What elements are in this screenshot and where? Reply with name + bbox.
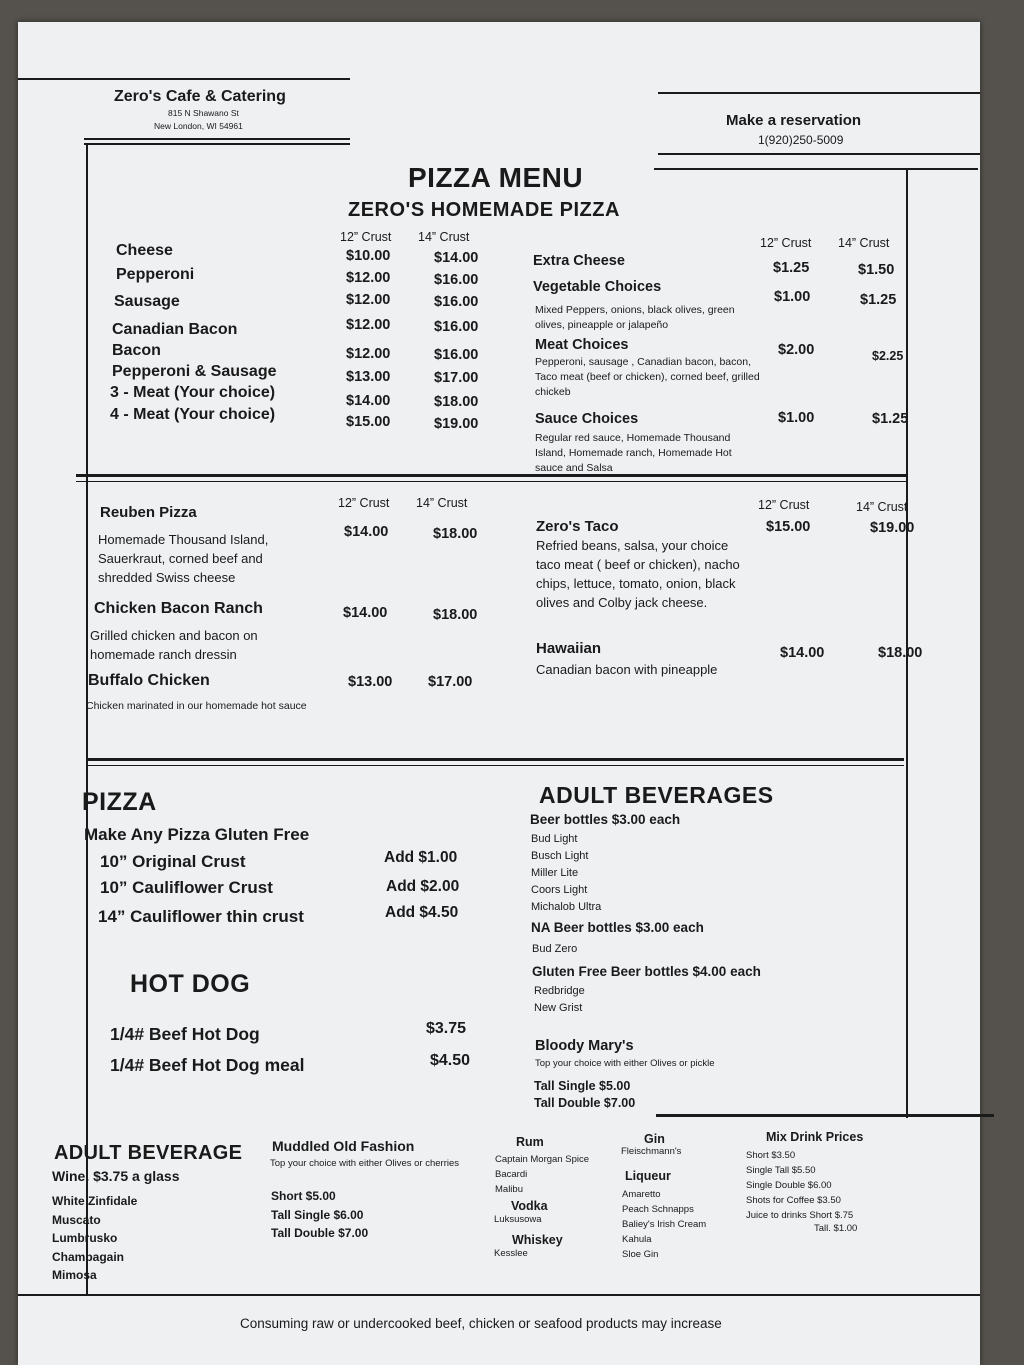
pizza-item-price-14: $16.00 xyxy=(434,319,479,335)
gluten-option-price: Add $1.00 xyxy=(384,849,458,866)
pizza-item-price-12: $15.00 xyxy=(346,414,391,430)
specialty-desc: Grilled chicken and bacon on homemade ranch dressin xyxy=(90,628,258,662)
hot-dog-price: $4.50 xyxy=(430,1052,471,1069)
header-rule-mid-right xyxy=(658,153,980,155)
gluten-free-header: Make Any Pizza Gluten Free xyxy=(84,825,310,844)
mix-drink-list xyxy=(746,1148,853,1223)
hot-dog-price: $3.75 xyxy=(426,1020,467,1037)
menu-page xyxy=(18,22,980,1365)
pizza-item-price-12: $14.00 xyxy=(346,393,391,409)
rum-item: Malibu xyxy=(495,1184,523,1195)
pizza-item-price-14: $16.00 xyxy=(434,347,479,363)
mix-drink-price: Shots for Coffee $3.50 xyxy=(746,1195,841,1206)
old-fashion-prices xyxy=(271,1187,368,1243)
gf-beer-list xyxy=(534,983,585,1017)
mix-drink-price: Juice to drinks Short $.75 xyxy=(746,1210,854,1221)
pizza-item-name: 3 - Meat (Your choice) xyxy=(110,384,276,401)
pizza-item-price-14: $14.00 xyxy=(434,250,479,266)
mix-drink-price: Single Double $6.00 xyxy=(746,1180,832,1191)
specialty-price-14: $17.00 xyxy=(428,674,473,690)
pizza-item-price-14: $16.00 xyxy=(434,294,479,310)
specialty-desc: Chicken marinated in our homemade hot sauce xyxy=(86,700,307,712)
pizza-item-name: Bacon xyxy=(112,342,161,359)
gf-beer-item: Redbridge xyxy=(534,985,585,997)
wine-header: Wine. $3.75 a glass xyxy=(52,1168,180,1184)
left-border xyxy=(86,144,88,1294)
pizza-item-name: 4 - Meat (Your choice) xyxy=(110,406,276,423)
specialty-crust-14-header: 14” Crust xyxy=(416,496,468,510)
gf-beer-header: Gluten Free Beer bottles $4.00 each xyxy=(532,964,761,979)
specialty-name: Reuben Pizza xyxy=(100,504,197,521)
bloody-mary-title: Bloody Mary's xyxy=(535,1038,634,1054)
extra-name: Meat Choices xyxy=(535,337,629,353)
pizza-item-price-14: $19.00 xyxy=(434,416,479,432)
specialty-price-12: $15.00 xyxy=(766,519,811,535)
header-rule-mid-left-2 xyxy=(84,143,350,145)
na-beer-header: NA Beer bottles $3.00 each xyxy=(531,920,704,935)
pizza-item-name: Pepperoni xyxy=(116,266,195,283)
pizza-item-name: Canadian Bacon xyxy=(112,321,238,338)
phone-number[interactable]: 1(920)250-5009 xyxy=(758,133,844,147)
specialty-desc: Homemade Thousand Island, Sauerkraut, corned beef and shredded Swiss cheese xyxy=(98,532,269,585)
rum-item: Captain Morgan Spice xyxy=(495,1154,589,1165)
specialty-name: Chicken Bacon Ranch xyxy=(94,600,263,617)
beer-item: Bud Light xyxy=(531,833,578,845)
na-beer-item: Bud Zero xyxy=(532,943,578,955)
section-divider xyxy=(88,758,904,761)
wine-item: Muscato xyxy=(52,1212,101,1227)
beer-header: Beer bottles $3.00 each xyxy=(530,812,681,827)
bloody-mary-double: Tall Double $7.00 xyxy=(534,1096,636,1110)
pizza-item-name: Sausage xyxy=(114,293,180,310)
bloody-mary-desc: Top your choice with either Olives or pickle xyxy=(535,1058,715,1069)
wine-item: Mimosa xyxy=(52,1268,97,1282)
extra-price-14: $1.25 xyxy=(860,292,897,308)
mix-drink-tall: Tall. $1.00 xyxy=(814,1223,858,1234)
specialty-price-14: $18.00 xyxy=(878,645,923,661)
specialty-name: Buffalo Chicken xyxy=(88,672,210,689)
liqueur-item: Sloe Gin xyxy=(622,1249,659,1260)
old-fashion-desc: Top your choice with either Olives or cherries xyxy=(270,1158,460,1169)
rum-list xyxy=(495,1152,589,1197)
beer-item: Michalob Ultra xyxy=(531,901,602,913)
header-rule-mid-left xyxy=(84,138,350,140)
pizza-item-name: Pepperoni & Sausage xyxy=(112,363,277,380)
section-divider xyxy=(76,474,908,477)
gin-title: Gin xyxy=(644,1132,665,1146)
page-subtitle: ZERO'S HOMEMADE PIZZA xyxy=(348,199,620,221)
beer-item: Miller Lite xyxy=(531,867,579,879)
footer-rule xyxy=(18,1294,980,1296)
specialty-right-crust-14-header: 14” Crust xyxy=(856,500,908,514)
extra-name: Sauce Choices xyxy=(535,411,639,427)
liqueur-list xyxy=(622,1187,706,1262)
old-fashion-price: Short $5.00 xyxy=(271,1189,336,1203)
bloody-mary-single: Tall Single $5.00 xyxy=(534,1079,631,1093)
header-rule-top-right xyxy=(658,92,980,94)
pizza-item-name: Cheese xyxy=(116,242,173,259)
liqueur-item: Peach Schnapps xyxy=(622,1204,694,1215)
pizza-item-price-12: $12.00 xyxy=(346,317,391,333)
section-divider-short xyxy=(656,1114,994,1117)
beer-item: Coors Light xyxy=(531,884,588,896)
gluten-option-name: 10” Original Crust xyxy=(100,852,246,871)
mix-drink-price: Short $3.50 xyxy=(746,1150,796,1161)
specialty-desc: Canadian bacon with pineapple xyxy=(536,662,718,677)
pizza-item-price-12: $13.00 xyxy=(346,369,391,385)
pizza-item-price-12: $12.00 xyxy=(346,346,391,362)
address-line1: 815 N Shawano St xyxy=(168,108,239,118)
extra-name: Extra Cheese xyxy=(533,253,625,269)
liqueur-title: Liqueur xyxy=(625,1169,671,1183)
page-title: PIZZA MENU xyxy=(408,162,584,193)
footer-disclaimer: Consuming raw or undercooked beef, chicken or seafood products may increase xyxy=(240,1316,722,1331)
specialty-crust-12-header: 12” Crust xyxy=(338,496,390,510)
gluten-option-price: Add $2.00 xyxy=(386,878,460,895)
extra-price-12: $1.25 xyxy=(773,260,810,276)
old-fashion-price: Tall Double $7.00 xyxy=(271,1226,369,1240)
beer-item: Busch Light xyxy=(531,850,589,862)
wine-item: Champagain xyxy=(52,1249,125,1264)
wine-item: White Zinfidale xyxy=(52,1194,138,1208)
specialty-price-12: $13.00 xyxy=(348,674,393,690)
whiskey-title: Whiskey xyxy=(512,1233,563,1247)
rum-item: Bacardi xyxy=(495,1169,528,1180)
old-fashion-title: Muddled Old Fashion xyxy=(272,1138,415,1154)
address-line2: New London, WI 54961 xyxy=(154,121,243,131)
mix-drink-title: Mix Drink Prices xyxy=(766,1130,864,1144)
liqueur-item: Baliey's Irish Cream xyxy=(622,1219,707,1230)
old-fashion-price: Tall Single $6.00 xyxy=(271,1207,364,1222)
pizza-item-price-14: $18.00 xyxy=(434,394,479,410)
extra-desc: Mixed Peppers, onions, black olives, green olives, pineapple or jalapeño xyxy=(535,304,735,331)
extra-desc: Pepperoni, sausage , Canadian bacon, bacon, Taco meat (beef or chicken), corned beef, grilled chickeb xyxy=(535,356,760,398)
extra-price-12: $2.00 xyxy=(778,342,815,358)
gluten-option-name: 14” Cauliflower thin crust xyxy=(98,907,304,926)
gin-item: Fleischmann's xyxy=(621,1146,682,1157)
pizza-item-price-14: $17.00 xyxy=(434,370,479,386)
extras-crust-12-header: 12” Crust xyxy=(760,236,812,250)
extra-name: Vegetable Choices xyxy=(533,279,662,295)
adult-beverage-title: ADULT BEVERAGE xyxy=(54,1142,243,1164)
wine-item: Lumbrusko xyxy=(52,1231,118,1245)
extra-desc: Regular red sauce, Homemade Thousand Island, Homemade ranch, Homemade Hot sauce and Salsa xyxy=(535,432,732,474)
crust-12-header: 12” Crust xyxy=(340,230,392,244)
vodka-item: Luksusowa xyxy=(494,1214,542,1225)
specialty-price-12: $14.00 xyxy=(343,605,388,621)
whiskey-item: Kesslee xyxy=(494,1248,528,1259)
extras-crust-14-header: 14” Crust xyxy=(838,236,890,250)
right-border xyxy=(906,168,908,1118)
wine-list xyxy=(52,1192,137,1285)
specialty-price-12: $14.00 xyxy=(344,524,389,540)
hot-dog-name: 1/4# Beef Hot Dog xyxy=(110,1024,260,1044)
extra-price-12: $1.00 xyxy=(778,410,815,426)
mix-drink-price: Single Tall $5.50 xyxy=(746,1165,816,1176)
reservation-label: Make a reservation xyxy=(726,112,862,129)
specialty-name: Zero's Taco xyxy=(536,518,619,535)
header-rule-mid-right-2 xyxy=(654,168,978,170)
hot-dog-title: HOT DOG xyxy=(130,970,251,998)
liqueur-item: Kahula xyxy=(622,1234,652,1245)
pizza-item-price-12: $12.00 xyxy=(346,270,391,286)
extra-price-14: $1.25 xyxy=(872,411,909,427)
gluten-option-name: 10” Cauliflower Crust xyxy=(100,878,273,897)
pizza-item-price-12: $10.00 xyxy=(346,248,391,264)
header-rule-top-left xyxy=(18,78,350,80)
pizza-item-price-14: $16.00 xyxy=(434,272,479,288)
liqueur-item: Amaretto xyxy=(622,1189,661,1200)
section-divider-thin xyxy=(88,765,904,766)
extra-price-12: $1.00 xyxy=(774,289,811,305)
pizza-section-title: PIZZA xyxy=(82,788,157,816)
section-divider-thin xyxy=(76,481,908,482)
business-name: Zero's Cafe & Catering xyxy=(114,88,286,105)
gluten-option-price: Add $4.50 xyxy=(385,904,459,921)
hot-dog-name: 1/4# Beef Hot Dog meal xyxy=(110,1055,305,1075)
crust-14-header: 14” Crust xyxy=(418,230,470,244)
specialty-name: Hawaiian xyxy=(536,640,602,657)
specialty-price-14: $18.00 xyxy=(433,526,478,542)
adult-beverages-title: ADULT BEVERAGES xyxy=(539,782,774,808)
rum-title: Rum xyxy=(516,1135,544,1149)
specialty-price-14: $18.00 xyxy=(433,607,478,623)
specialty-right-crust-12-header: 12” Crust xyxy=(758,498,810,512)
pizza-item-price-12: $12.00 xyxy=(346,292,391,308)
beer-list xyxy=(531,831,601,916)
specialty-price-12: $14.00 xyxy=(780,645,825,661)
extra-price-14: $2.25 xyxy=(872,349,904,363)
specialty-price-14: $19.00 xyxy=(870,520,915,536)
gf-beer-item: New Grist xyxy=(534,1002,583,1014)
specialty-desc: Refried beans, salsa, your choice taco meat ( beef or chicken), nacho chips, lettuce, tomato, onion, black olives and Colby jack cheese. xyxy=(536,538,740,610)
vodka-title: Vodka xyxy=(511,1199,548,1213)
extra-price-14: $1.50 xyxy=(858,262,895,278)
